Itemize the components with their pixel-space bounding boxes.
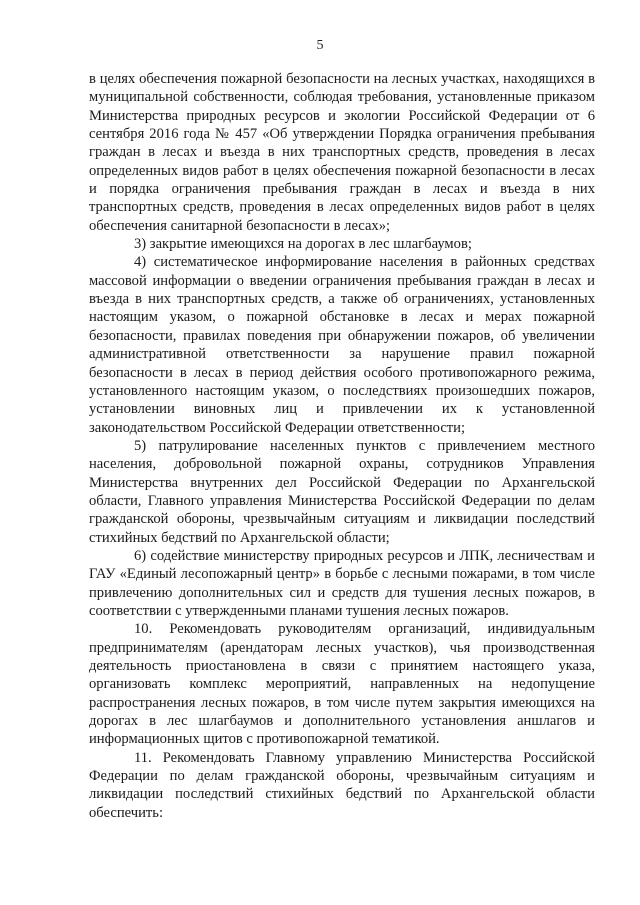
paragraph-item-4: 4) систематическое информирование населения в районных средствах массовой информации о введении ограничения пребывания граждан в лесах и въезда в них транспортных средств, а также об ограничениях, установленных настоящим указом, о пожарной обстановке в лесах и мерах пожарной безопасности, правилах поведения при обнаружении пожаров, об увеличении административной ответственности за нарушение правил пожарной безопасности в лесах в период действия особого противопожарного режима, установленного настоящим указом, о последствиях произошедших пожаров, установлении виновных лиц и привлечении их к установленной законодательством Российской Федерации ответственности;	[89, 254, 595, 436]
paragraph-item-3: 3) закрытие имеющихся на дорогах в лес шлагбаумов;	[134, 236, 472, 253]
paragraph-continuation: в целях обеспечения пожарной безопасности на лесных участках, находящихся в муниципальной собственности, соблюдая требования, установленные приказом Министерства природных ресурсов и экологии Российской Федерации от 6 сентября 2016 года № 457 «Об утверждении Порядка ограничения пребывания граждан в лесах и въезда в них транспортных средств, проведения в лесах определенных видов работ в целях обеспечения пожарной безопасности в лесах и порядка ограничения пребывания граждан в лесах и въезда в них транспортных средств, проведения в лесах определенных видов работ в целях обеспечения санитарной безопасности в лесах»;	[89, 71, 595, 234]
paragraph-item-5: 5) патрулирование населенных пунктов с привлечением местного населения, добровольной пожарной охраны, сотрудников Управления Министерства внутренних дел Российской Федерации по Архангельской области, Главного управления Министерства Российской Федерации по делам гражданской обороны, чрезвычайным ситуациям и ликвидации последствий стихийных бедствий по Архангельской области;	[89, 437, 595, 546]
paragraph-clause-10: 10. Рекомендовать руководителям организаций, индивидуальным предпринимателям (арендаторам лесных участков), чья производственная деятельность приостановлена в связи с принятием настоящего указа, организовать комплекс мероприятий, направленных на недопущение распространения лесных пожаров, в том числе путем закрытия имеющихся на дорогах в лес шлагбаумов и дополнительного установления аншлагов и информационных щитов с противопожарной тематикой.	[89, 621, 595, 748]
paragraph-item-6: 6) содействие министерству природных ресурсов и ЛПК, лесничествам и ГАУ «Единый лесопожарный центр» в борьбе с лесными пожарами, в том числе привлечению дополнительных сил и средств для тушения лесных пожаров, в соответствии с утвержденными планами тушения лесных пожаров.	[89, 547, 595, 619]
document-body	[89, 70, 595, 822]
page-number: 5	[316, 38, 324, 53]
paragraph-clause-11: 11. Рекомендовать Главному управлению Министерства Российской Федерации по делам гражданской обороны, чрезвычайным ситуациям и ликвидации последствий стихийных бедствий по Архангельской области обеспечить:	[89, 749, 595, 821]
